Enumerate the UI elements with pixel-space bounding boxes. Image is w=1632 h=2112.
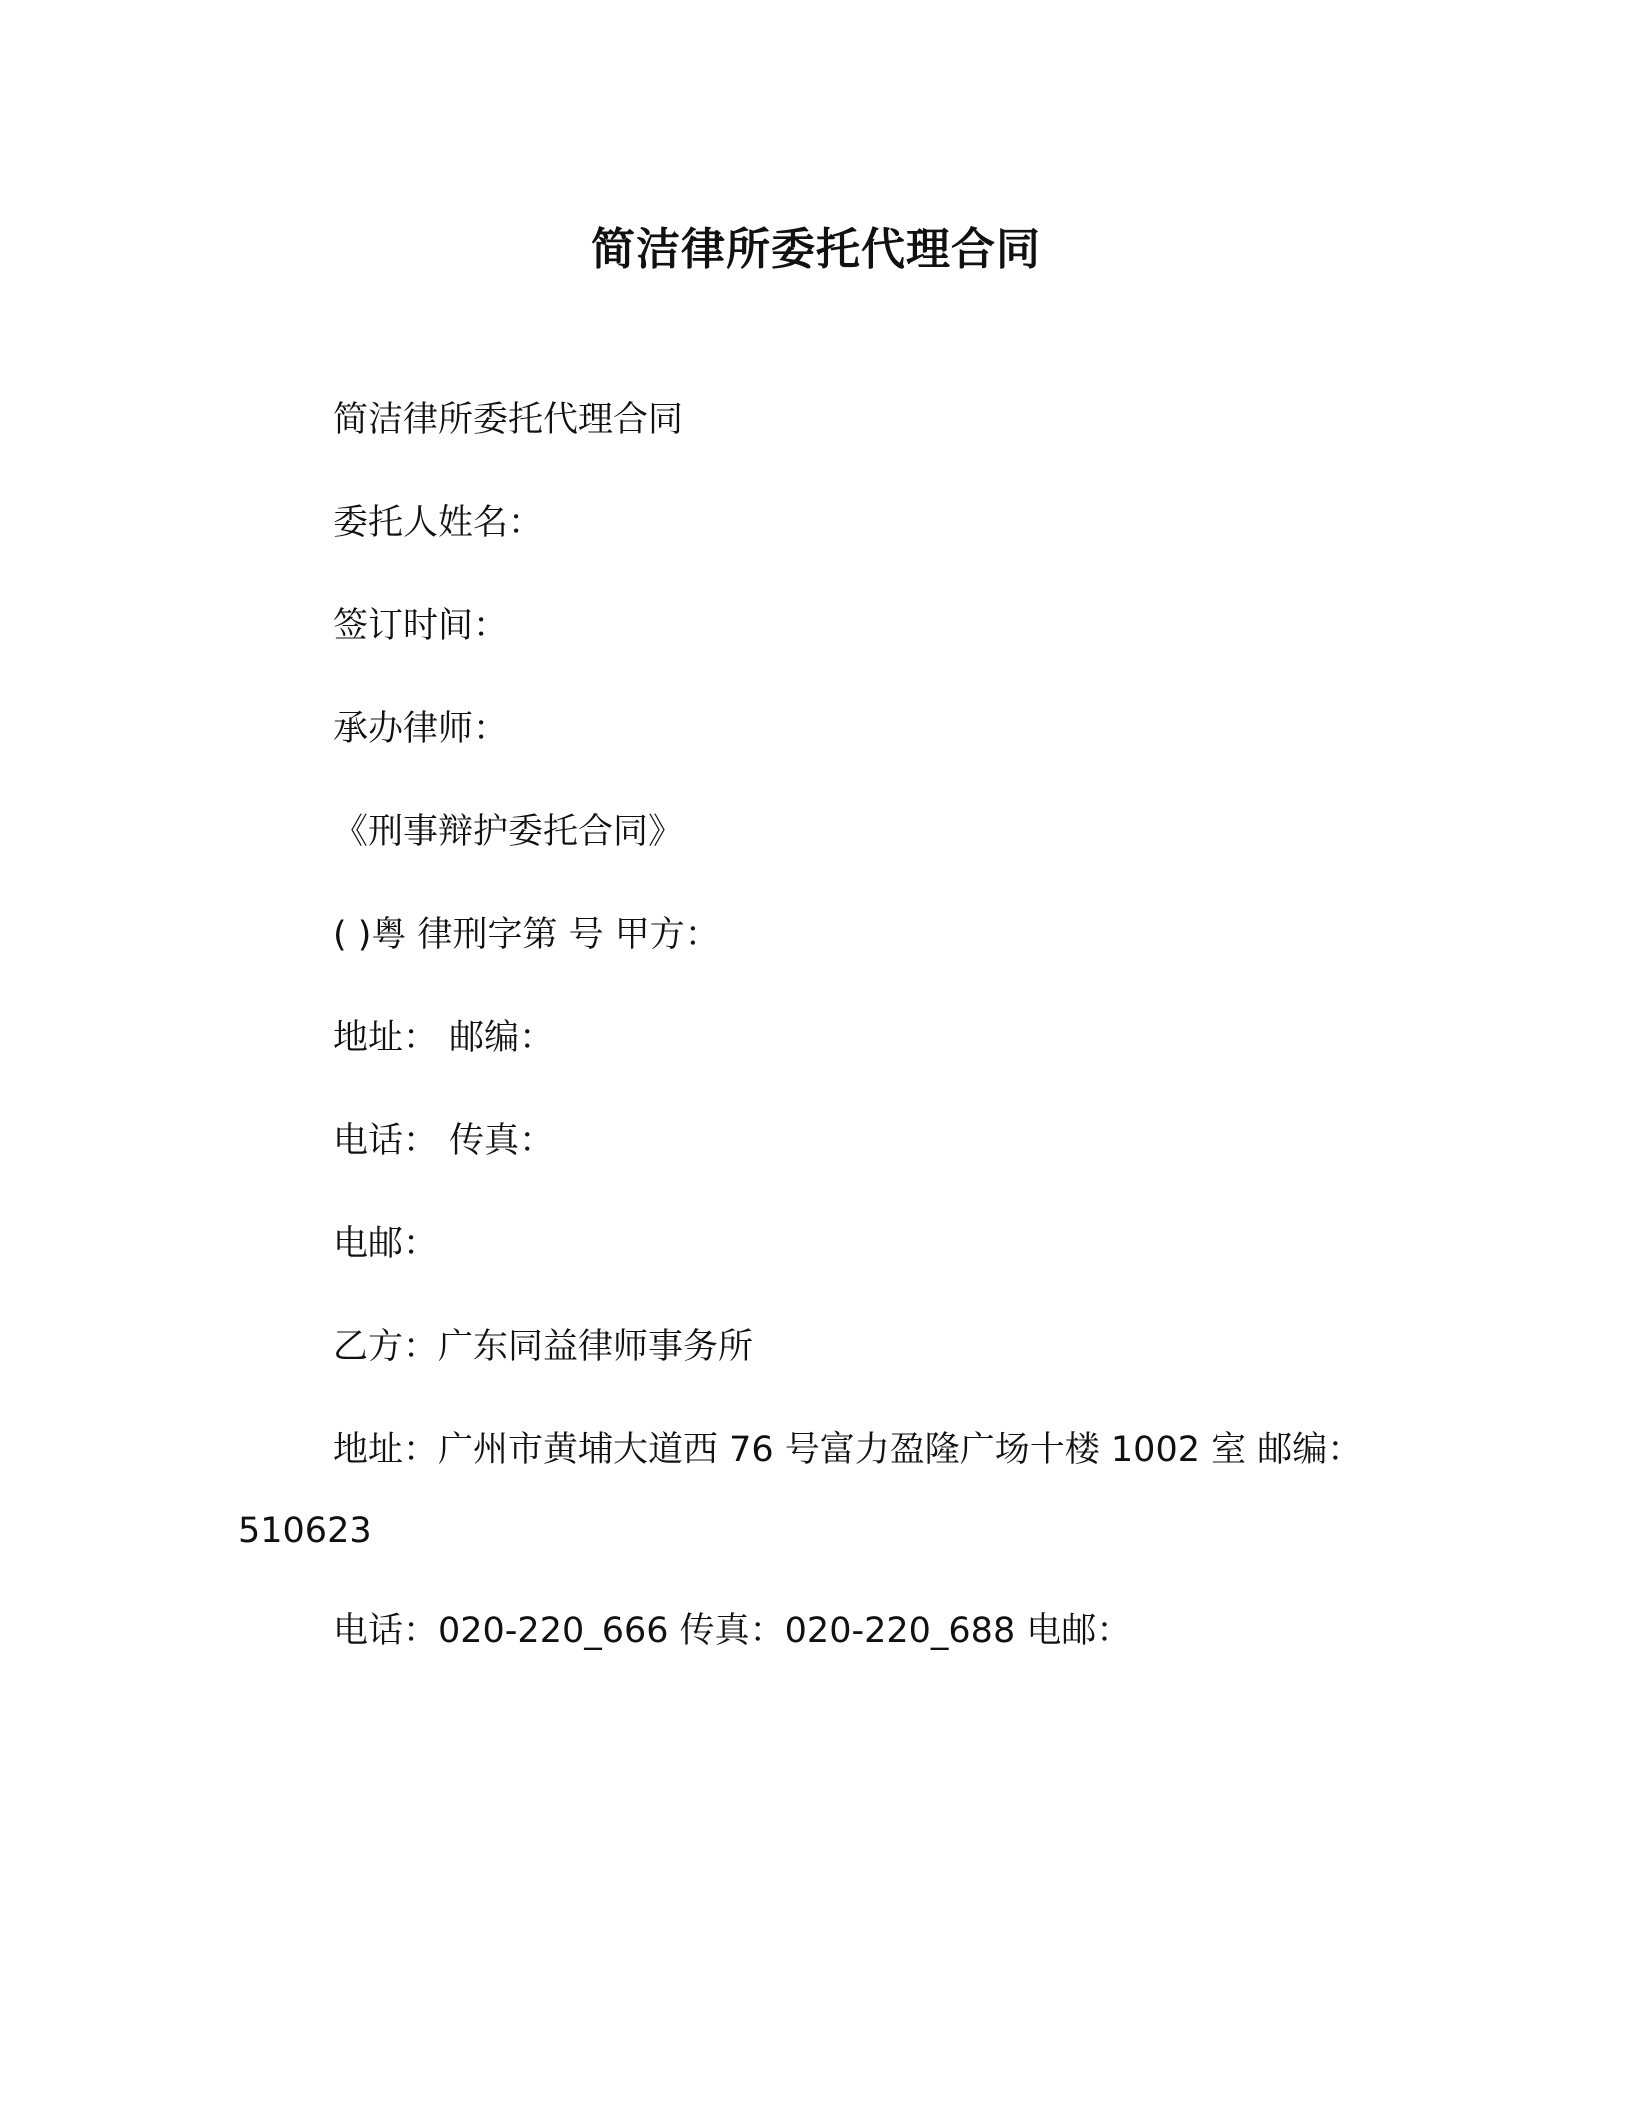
party-b-contact-line: 电话：020-220_666 传真：020-220_688 电邮：	[333, 1611, 1132, 1651]
party-a-address-line: 地址： 邮编：	[333, 1018, 555, 1058]
party-b-address-line: 地址：广州市黄埔大道西 76 号富力盈隆广场十楼 1002 室 邮编：	[333, 1430, 1363, 1470]
page-title: 简洁律所委托代理合同	[591, 224, 1041, 275]
lawyer-line: 承办律师：	[333, 709, 509, 749]
subtitle-line: 简洁律所委托代理合同	[333, 400, 684, 440]
signing-date-line: 签订时间：	[333, 606, 509, 646]
party-b-line: 乙方：广东同益律师事务所	[333, 1327, 754, 1367]
party-a-phone-line: 电话： 传真：	[333, 1121, 555, 1161]
party-b-postcode-line: 510623	[238, 1511, 372, 1551]
contract-name-line: 《刑事辩护委托合同》	[333, 812, 684, 852]
case-number-line: ( )粤 律刑字第 号 甲方：	[333, 915, 720, 955]
client-name-line: 委托人姓名：	[333, 503, 544, 543]
party-a-email-line: 电邮：	[333, 1224, 439, 1264]
